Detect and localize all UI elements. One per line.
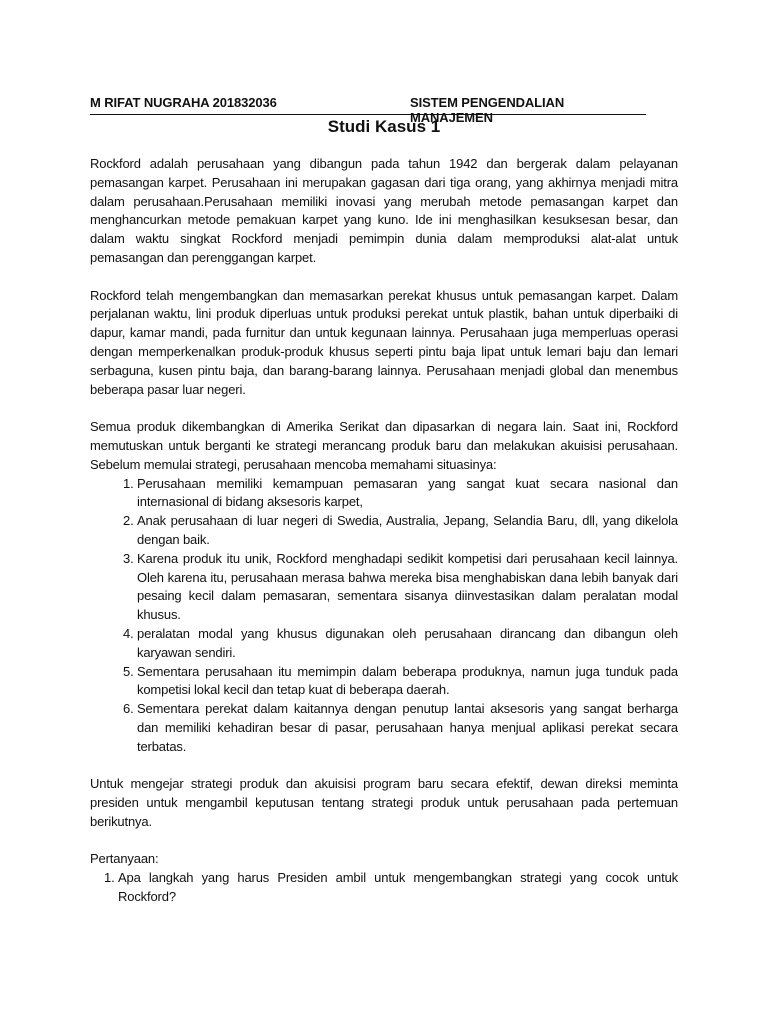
list-item: 5. Sementara perusahaan itu memimpin dalam beberapa produknya, namun juga tunduk pada kompetisi lokal kecil dan tetap kuat di beberapa daerah. bbox=[137, 663, 678, 701]
list-item: 6. Sementara perekat dalam kaitannya dengan penutup lantai aksesoris yang sangat berharga dan memiliki kehadiran besar di pasar, perusahaan hanya menjual aplikasi perekat secara terbatas. bbox=[137, 700, 678, 756]
document-title: Studi Kasus 1 bbox=[327, 117, 441, 136]
questions-heading: Pertanyaan: bbox=[90, 851, 159, 867]
document-body bbox=[90, 155, 678, 907]
paragraph-company-history: Rockford adalah perusahaan yang dibangun pada tahun 1942 dan bergerak dalam pelayanan pemasangan karpet. Perusahaan ini merupakan gagasan dari tiga orang, yang akhirnya menjadi mitra dalam perusahaan.Perusahaan memiliki inovasi yang merubah metode pemasangan karpet dan menghancurkan metode pemakuan karpet yang kuno. Ide ini menghasilkan kesuksesan besar, dan dalam waktu singkat Rockford menjadi pemimpin dunia dalam memproduksi alat-alat untuk pemasangan dan perenggangan karpet. bbox=[90, 156, 678, 265]
paragraph-board-request: Untuk mengejar strategi produk dan akuisisi program baru secara efektif, dewan direksi meminta presiden untuk mengambil keputusan tentang strategi produk untuk perusahaan pada pertemuan berikutnya. bbox=[90, 776, 678, 829]
course-name: SISTEM PENGENDALIAN MANAJEMEN bbox=[410, 95, 565, 125]
situation-list bbox=[90, 475, 678, 757]
paragraph-strategy-intro: Semua produk dikembangkan di Amerika Serikat dan dipasarkan di negara lain. Saat ini, Rockford memutuskan untuk berganti ke strategi merancang produk baru dan melakukan akuisisi perusahaan. Sebelum memulai strategi, perusahaan mencoba memahami situasinya: bbox=[90, 419, 678, 472]
document-header bbox=[90, 94, 646, 125]
list-item: 3. Karena produk itu unik, Rockford menghadapi sedikit kompetisi dari perusahaan kecil lainnya. Oleh karena itu, perusahaan merasa bahwa mereka bisa menghabiskan dana lebih banyak dari pesaing kecil dalam pemasaran, sementara sisanya diinvestasikan dalam peralatan modal khusus. bbox=[137, 550, 678, 625]
author-name-nim: M RIFAT NUGRAHA 201832036 bbox=[90, 95, 277, 110]
paragraph-product-expansion: Rockford telah mengembangkan dan memasarkan perekat khusus untuk pemasangan karpet. Dalam perjalanan waktu, lini produk diperluas untuk produksi perekat untuk plastik, bahan untuk diperbaiki di dapur, kamar mandi, pada furnitur dan untuk kegunaan lainnya. Perusahaan juga memperluas operasi dengan memperkenalkan produk-produk khusus seperti pintu baja lipat untuk lemari baju dan lemari serbaguna, kusen pintu baja, dan barang-barang lainnya. Perusahaan menjadi global dan menembus beberapa pasar luar negeri. bbox=[90, 287, 678, 397]
list-item: 2. Anak perusahaan di luar negeri di Swedia, Australia, Jepang, Selandia Baru, dll, yang dikelola dengan baik. bbox=[137, 512, 678, 550]
list-item: 1. Perusahaan memiliki kemampuan pemasaran yang sangat kuat secara nasional dan internasional di bidang aksesoris karpet, bbox=[137, 475, 678, 513]
list-item: 4. peralatan modal yang khusus digunakan oleh perusahaan dirancang dan dibangun oleh karyawan sendiri. bbox=[137, 625, 678, 663]
questions-list bbox=[90, 869, 678, 907]
question-item: 1. Apa langkah yang harus Presiden ambil untuk mengembangkan strategi yang cocok untuk Rockford? bbox=[118, 869, 678, 907]
